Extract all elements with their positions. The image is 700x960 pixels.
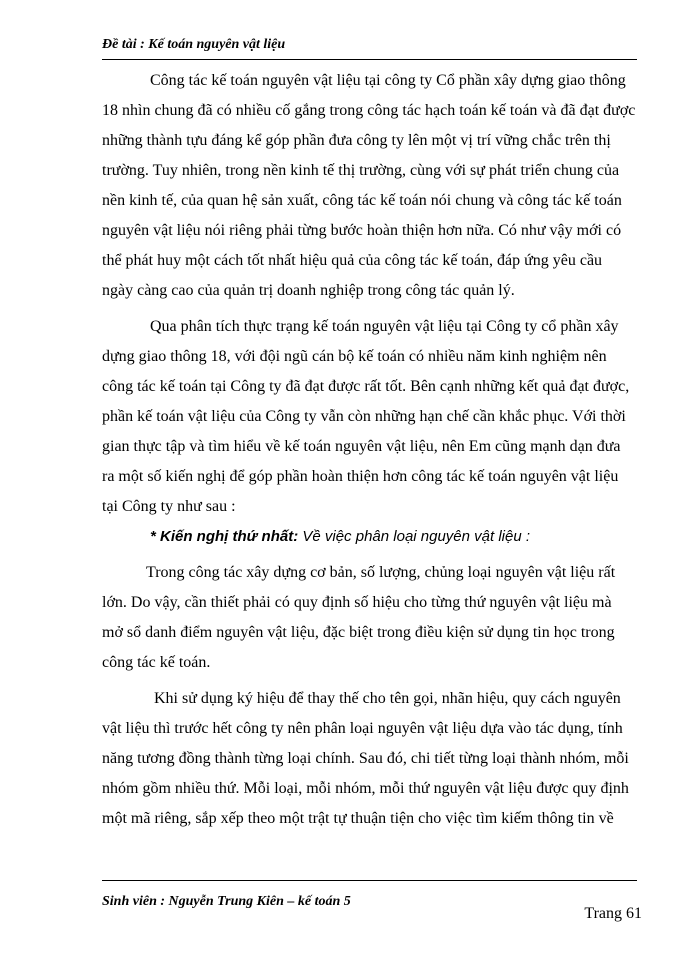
paragraph-line: mở sổ danh điểm nguyên vật liệu, đặc biệt trong điều kiện sử dụng tin học trong xyxy=(102,624,615,641)
paragraph-line: phần kế toán vật liệu của Công ty vẫn còn những hạn chế cần khắc phục. Với thời xyxy=(102,408,626,425)
paragraph-line: những thành tựu đáng kể góp phần đưa công ty lên một vị trí vững chắc trên thị xyxy=(102,132,611,149)
paragraph-line: Trong công tác xây dựng cơ bản, số lượng, chủng loại nguyên vật liệu rất xyxy=(146,564,616,581)
document-body xyxy=(102,66,637,834)
paragraph-line: lớn. Do vậy, cần thiết phải có quy định số hiệu cho từng thứ nguyên vật liệu mà xyxy=(102,594,612,611)
paragraph-2 xyxy=(102,312,637,522)
paragraph-line: nhóm gồm nhiều thứ. Mỗi loại, mỗi nhóm, mỗi thứ nguyên vật liệu được quy định xyxy=(102,780,629,797)
paragraph-line: Công tác kế toán nguyên vật liệu tại công ty Cổ phần xây dựng giao thông xyxy=(150,72,626,89)
paragraph-line: công tác kế toán tại Công ty đã đạt được rất tốt. Bên cạnh những kết quả đạt được, xyxy=(102,378,630,395)
paragraph-line: năng tương đồng thành từng loại chính. Sau đó, chi tiết từng loại thành nhóm, mỗi xyxy=(102,750,629,767)
paragraph-line: vật liệu thì trước hết công ty nên phân loại nguyên vật liệu dựa vào tác dụng, tính xyxy=(102,720,623,737)
paragraph-line: ra một số kiến nghị để góp phần hoàn thiện hơn công tác kế toán nguyên vật liệu xyxy=(102,468,619,485)
paragraph-line: Khi sử dụng ký hiệu để thay thế cho tên gọi, nhãn hiệu, quy cách nguyên xyxy=(154,690,621,707)
page-header-title: Đề tài : Kế toán nguyên vật liệu xyxy=(102,37,286,52)
paragraph-line: Qua phân tích thực trạng kế toán nguyên vật liệu tại Công ty cổ phần xây xyxy=(150,318,619,335)
paragraph-line: công tác kế toán. xyxy=(102,654,211,671)
paragraph-4 xyxy=(102,684,637,834)
section-heading xyxy=(102,522,637,552)
paragraph-1 xyxy=(102,66,637,306)
paragraph-line: gian thực tập và tìm hiểu về kế toán nguyên vật liệu, nên Em cũng mạnh dạn đưa xyxy=(102,438,621,455)
paragraph-3 xyxy=(102,558,637,678)
footer-author: Sinh viên : Nguyễn Trung Kiên – kế toán 5 xyxy=(102,894,351,909)
paragraph-line: trường. Tuy nhiên, trong nền kinh tế thị trường, cùng với sự phát triển chung của xyxy=(102,162,620,179)
paragraph-line: ngày càng cao của quản trị doanh nghiệp trong công tác quản lý. xyxy=(102,282,515,299)
paragraph-line: một mã riêng, sắp xếp theo một trật tự thuận tiện cho việc tìm kiếm thông tin về xyxy=(102,810,614,827)
paragraph-line: tại Công ty như sau : xyxy=(102,498,236,515)
paragraph-line: dựng giao thông 18, với đội ngũ cán bộ kế toán có nhiều năm kinh nghiệm nên xyxy=(102,348,607,365)
paragraph-line: 18 nhìn chung đã có nhiều cố gắng trong công tác hạch toán kế toán và đã đạt được xyxy=(102,102,636,119)
page-number: Trang 61 xyxy=(584,905,642,922)
paragraph-line: nguyên vật liệu nói riêng phải từng bước hoàn thiện hơn nữa. Có như vậy mới có xyxy=(102,222,622,239)
paragraph-line: nền kinh tế, của quan hệ sản xuất, công tác kế toán nói chung và công tác kế toán xyxy=(102,192,622,209)
paragraph-line: thể phát huy một cách tốt nhất hiệu quả của công tác kế toán, đáp ứng yêu cầu xyxy=(102,252,603,269)
header-rule xyxy=(102,59,637,60)
heading-text: Về việc phân loại nguyên vật liệu : xyxy=(298,528,531,545)
footer-rule xyxy=(102,880,637,881)
heading-label: * Kiến nghị thứ nhất: xyxy=(150,528,299,545)
